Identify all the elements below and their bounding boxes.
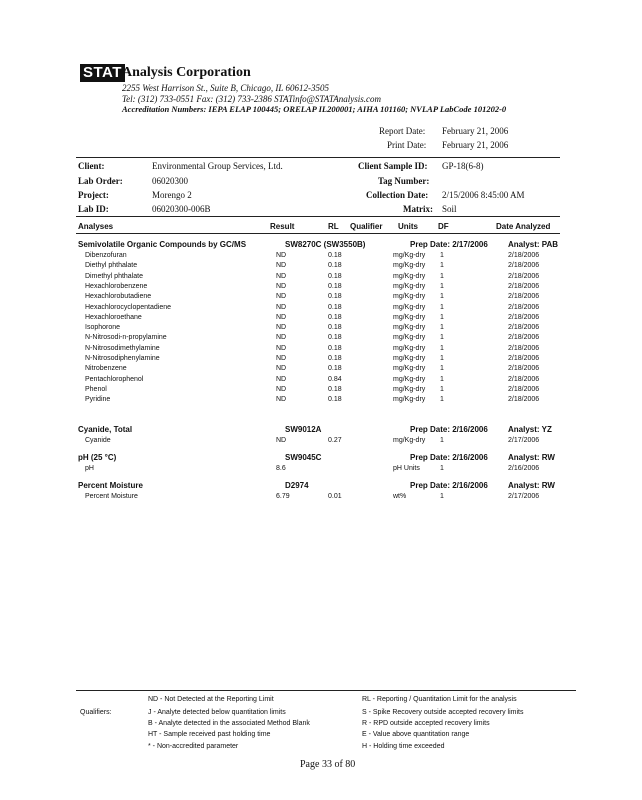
analyte-units: pH Units [393,465,420,472]
analyte-date: 2/18/2006 [508,324,540,332]
analyte-name: N-Nitrosodiphenylamine [85,355,160,362]
report-date-label: Report Date: [379,126,426,136]
report-date: February 21, 2006 [442,126,509,136]
analyte-date: 2/18/2006 [508,272,540,280]
qualifier-item: ND - Not Detected at the Reporting Limit [148,696,274,703]
analyte-date: 2/17/2006 [508,493,540,500]
analyte-rl: 0.18 [328,293,342,301]
analyte-date: 2/18/2006 [508,375,540,383]
divider [76,216,560,217]
col-units: Units [398,222,418,231]
section-prep-date: Prep Date: 2/17/2006 [410,240,488,249]
analyte-name: pH [85,465,94,472]
qualifier-item: * - Non-accredited parameter [148,743,239,750]
analyte-name: Hexachlorocyclopentadiene [85,303,171,311]
analyte-name: N-Nitrosodi-n-propylamine [85,334,167,342]
qualifier-item: E - Value above quantitation range [362,731,470,738]
analyte-date: 2/18/2006 [508,344,540,352]
section-title: Semivolatile Organic Compounds by GC/MS [78,240,247,249]
analyte-date: 2/16/2006 [508,465,540,472]
analyte-df: 1 [440,344,444,352]
analyte-name: Dimethyl phthalate [85,272,143,280]
analyte-rl: 0.18 [328,262,342,270]
section-analyst: Analyst: RW [508,453,555,462]
section-method: SW9045C [285,453,322,462]
analyte-units: mg/Kg-dry [393,396,426,404]
analyte-result: ND [276,293,287,301]
analyte-result: ND [276,303,287,311]
analyte-rl: 0.18 [328,396,342,404]
analyte-df: 1 [440,293,444,301]
divider [76,157,560,158]
company-address: 2255 West Harrison St., Suite B, Chicago, IL 60612-3505 [122,83,330,93]
analyte-result: ND [276,365,287,373]
analyte-result: 6.79 [276,493,290,500]
analyte-rl: 0.18 [328,385,342,393]
analyte-rl: 0.18 [328,365,342,373]
analyte-name: Phenol [85,385,107,393]
analyte-rl: 0.27 [328,437,342,444]
analyte-name: Isophorone [85,324,121,332]
analyte-df: 1 [440,313,444,321]
qualifier-item: J - Analyte detected below quantitation limits [148,709,286,716]
analyte-result: 8.6 [276,465,286,472]
section-method: SW8270C (SW3550B) [285,240,366,249]
analyte-name: Pentachlorophenol [85,375,144,383]
analyte-rl: 0.84 [328,375,342,383]
section-method: D2974 [285,481,309,490]
analyte-df: 1 [440,437,444,444]
section-method: SW9012A [285,425,322,434]
analyte-date: 2/18/2006 [508,293,540,301]
lab-id-value: 06020300-006B [152,204,211,214]
analyte-date: 2/17/2006 [508,437,540,444]
section-analyst: Analyst: YZ [508,425,552,434]
section-prep-date: Prep Date: 2/16/2006 [410,481,488,490]
section-analyst: Analyst: RW [508,481,555,490]
analyte-date: 2/18/2006 [508,396,540,404]
analyte-df: 1 [440,465,444,472]
analyte-result: ND [276,334,287,342]
analyte-df: 1 [440,262,444,270]
section-prep-date: Prep Date: 2/16/2006 [410,425,488,434]
lab-order-value: 06020300 [152,176,188,186]
analyte-date: 2/18/2006 [508,334,540,342]
analyte-result: ND [276,375,287,383]
analyte-units: mg/Kg-dry [393,385,426,393]
analyte-df: 1 [440,282,444,290]
analyte-df: 1 [440,355,444,362]
analyte-units: mg/Kg-dry [393,375,426,383]
analyte-units: mg/Kg-dry [393,252,426,259]
analyte-units: mg/Kg-dry [393,334,426,342]
analyte-units: mg/Kg-dry [393,303,426,311]
col-date-analyzed: Date Analyzed [496,222,551,231]
analyte-df: 1 [440,334,444,342]
analyte-units: mg/Kg-dry [393,437,426,444]
analyte-df: 1 [440,493,444,500]
analyte-rl: 0.18 [328,344,342,352]
section-prep-date: Prep Date: 2/16/2006 [410,453,488,462]
col-qualifier: Qualifier [350,222,383,231]
col-result: Result [270,222,295,231]
analyte-name: Dibenzofuran [85,252,127,259]
section-title: Cyanide, Total [78,425,133,434]
project-value: Morengo 2 [152,190,192,200]
analyte-name: Hexachlorobutadiene [85,293,152,301]
analyte-df: 1 [440,365,444,373]
analyte-date: 2/18/2006 [508,252,540,259]
client-label: Client: [78,161,105,171]
analyte-name: Diethyl phthalate [85,262,138,270]
analyte-result: ND [276,282,287,290]
analyte-units: mg/Kg-dry [393,355,426,362]
company-name: Analysis Corporation [122,65,251,80]
col-rl: RL [328,222,339,231]
analyte-result: ND [276,437,287,444]
analyte-name: Cyanide [85,437,111,444]
analyte-rl: 0.18 [328,282,342,290]
analyte-df: 1 [440,272,444,280]
qualifier-item: R - RPD outside accepted recovery limits [362,720,490,727]
analyte-result: ND [276,324,287,332]
analyte-units: mg/Kg-dry [393,324,426,332]
analyte-result: ND [276,355,287,362]
analyte-units: wt% [393,493,407,500]
company-contact: Tel: (312) 733-0551 Fax: (312) 733-2386 STATinfo@STATAnalysis.com [122,94,382,104]
analyte-units: mg/Kg-dry [393,282,426,290]
analyte-rl: 0.18 [328,334,342,342]
analyte-df: 1 [440,324,444,332]
col-analyses: Analyses [78,222,114,231]
qualifier-item: B - Analyte detected in the associated Method Blank [148,720,310,727]
section-title: pH (25 °C) [78,453,117,462]
analyte-date: 2/18/2006 [508,262,540,270]
analyte-result: ND [276,396,287,404]
analyte-result: ND [276,262,287,270]
analyte-name: Hexachloroethane [85,313,142,321]
analyte-name: N-Nitrosodimethylamine [85,344,160,352]
analyte-date: 2/18/2006 [508,385,540,393]
analyte-units: mg/Kg-dry [393,272,426,280]
accreditation-numbers: Accreditation Numbers: IEPA ELAP 100445; ORELAP IL200001; AIHA 101160; NVLAP LabCode 101202-0 [122,104,507,114]
analyte-df: 1 [440,375,444,383]
sample-id-label: Client Sample ID: [358,161,428,171]
analyte-date: 2/18/2006 [508,303,540,311]
analyte-date: 2/18/2006 [508,365,540,373]
footer-divider [76,690,576,691]
analyte-name: Percent Moisture [85,493,138,500]
analyte-result: ND [276,313,287,321]
qualifier-item: RL - Reporting / Quantitation Limit for the analysis [362,696,517,703]
analyte-df: 1 [440,385,444,393]
print-date-label: Print Date: [387,140,427,150]
analyte-date: 2/18/2006 [508,282,540,290]
analyte-units: mg/Kg-dry [393,313,426,321]
lab-id-label: Lab ID: [78,204,109,214]
analyte-rl: 0.18 [328,313,342,321]
section-title: Percent Moisture [78,481,143,490]
analyte-rl: 0.18 [328,252,342,259]
analyte-units: mg/Kg-dry [393,293,426,301]
analyte-result: ND [276,385,287,393]
analyte-units: mg/Kg-dry [393,365,426,373]
analyte-units: mg/Kg-dry [393,262,426,270]
analyte-result: ND [276,344,287,352]
analyte-units: mg/Kg-dry [393,344,426,352]
analyte-df: 1 [440,252,444,259]
sample-id-value: GP-18(6-8) [442,161,484,171]
analyte-rl: 0.01 [328,493,342,500]
analyte-df: 1 [440,303,444,311]
analyte-result: ND [276,252,287,259]
lab-order-label: Lab Order: [78,176,123,186]
matrix-value: Soil [442,204,457,214]
print-date: February 21, 2006 [442,140,509,150]
analyte-name: Pyridine [85,396,111,404]
collection-date-value: 2/15/2006 8:45:00 AM [442,190,525,200]
analyte-rl: 0.18 [328,272,342,280]
page-number: Page 33 of 80 [300,759,356,770]
analyte-name: Hexachlorobenzene [85,282,148,290]
analyte-date: 2/18/2006 [508,355,540,362]
analyte-rl: 0.18 [328,303,342,311]
qualifiers-label: Qualifiers: [80,709,112,716]
analyte-rl: 0.18 [328,324,342,332]
tag-number-label: Tag Number: [378,176,430,186]
qualifier-item: H - Holding time exceeded [362,743,445,750]
qualifier-item: S - Spike Recovery outside accepted recovery limits [362,709,524,716]
analyte-name: Nitrobenzene [85,365,127,373]
analyte-result: ND [276,272,287,280]
divider [76,233,560,234]
analyte-rl: 0.18 [328,355,342,362]
client-value: Environmental Group Services, Ltd. [152,161,283,171]
collection-date-label: Collection Date: [366,190,429,200]
analyte-df: 1 [440,396,444,404]
col-df: DF [438,222,449,231]
company-logo: STAT [80,64,125,82]
qualifier-item: HT - Sample received past holding time [148,731,271,738]
matrix-label: Matrix: [403,204,433,214]
project-label: Project: [78,190,109,200]
analyte-date: 2/18/2006 [508,313,540,321]
section-analyst: Analyst: PAB [508,240,559,249]
